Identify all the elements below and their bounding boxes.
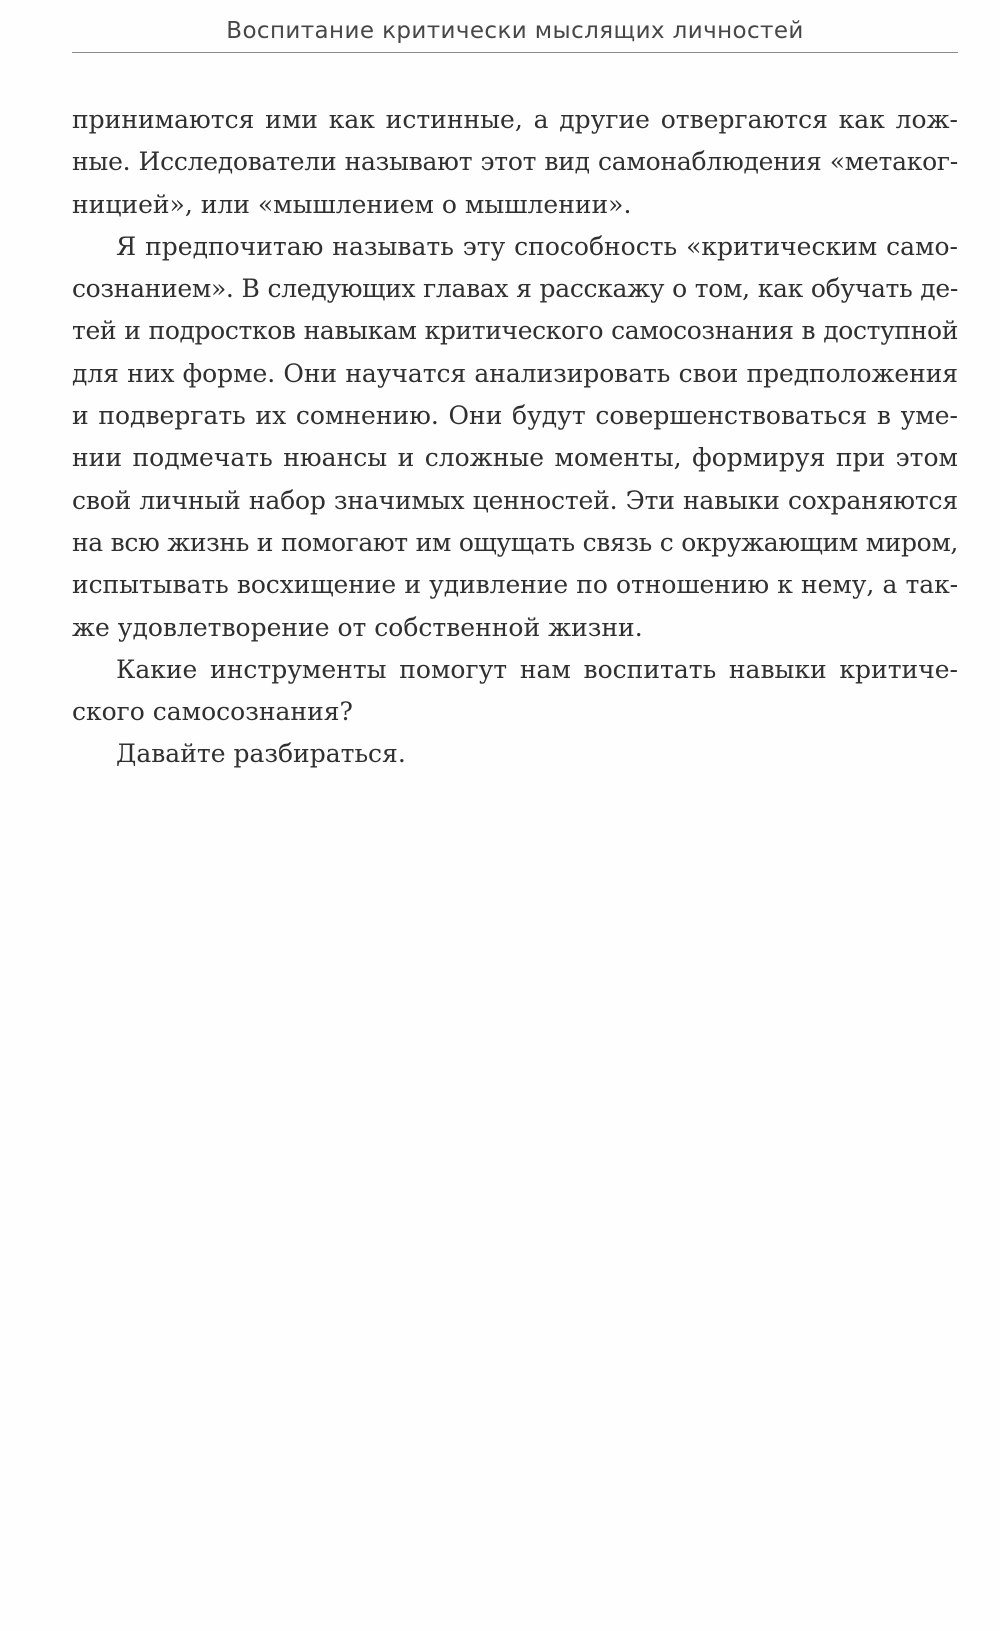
text-line: свой личный набор значимых ценностей. Эти навыки сохраняются <box>72 485 958 515</box>
paragraph <box>72 649 958 734</box>
body-text <box>72 99 958 776</box>
text-line: и подвергать их сомнению. Они будут совершенствоваться в уме- <box>72 401 958 431</box>
text-line: Давайте разбираться. <box>116 739 406 769</box>
text-line: нии подмечать нюансы и сложные моменты, формируя при этом <box>72 443 958 473</box>
text-line: Я предпочитаю называть эту способность «критическим само- <box>116 231 958 261</box>
text-line: сознанием». В следующих главах я расскажу о том, как обучать де- <box>72 274 958 304</box>
header-divider <box>72 52 958 53</box>
running-header: Воспитание критически мыслящих личностей <box>226 18 804 44</box>
text-line: же удовлетворение от собственной жизни. <box>72 612 643 642</box>
text-line: принимаются ими как истинные, а другие отвергаются как лож- <box>72 105 958 134</box>
text-line: Какие инструменты помогут нам воспитать навыки критиче- <box>116 654 958 684</box>
text-line: испытывать восхищение и удивление по отношению к нему, а так- <box>72 570 958 600</box>
text-line: ского самосознания? <box>72 697 353 727</box>
paragraph <box>72 99 958 226</box>
text-line: для них форме. Они научатся анализировать свои предположения <box>72 358 958 388</box>
paragraph <box>72 226 958 649</box>
text-line: ницией», или «мышлением о мышлении». <box>72 189 632 219</box>
text-line: на всю жизнь и помогают им ощущать связь с окружающим миром, <box>72 527 958 557</box>
paragraph <box>72 733 958 775</box>
text-line: тей и подростков навыкам критического самосознания в доступной <box>72 316 958 346</box>
text-line: ные. Исследователи называют этот вид самонаблюдения «метаког- <box>72 147 958 177</box>
